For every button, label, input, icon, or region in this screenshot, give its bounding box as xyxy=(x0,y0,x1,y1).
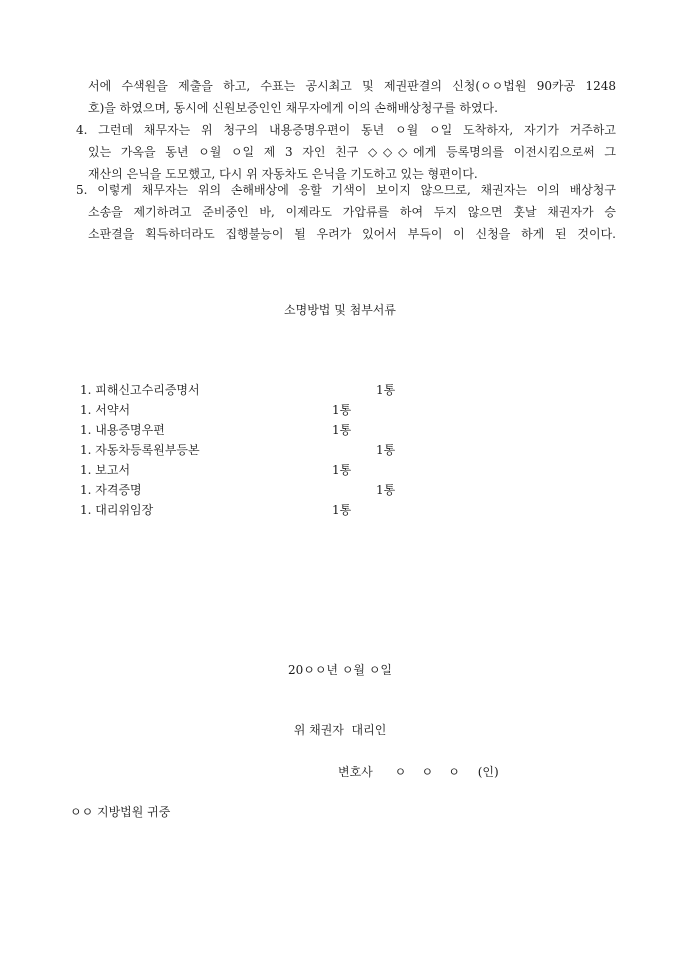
attachment-item-count: 1통 xyxy=(332,403,352,417)
attachment-item-count: 1통 xyxy=(332,423,352,437)
attachment-item-name: 1. 보고서 xyxy=(80,463,131,477)
lawyer-name: ㅇ ㅇ ㅇ xyxy=(394,765,460,779)
attachment-item-name: 1. 자격증명 xyxy=(80,483,142,497)
attachment-item-name: 1. 자동차등록원부등본 xyxy=(80,443,200,457)
paragraph-3-line-1: 서에 수색원을 제출을 하고, 수표는 공시최고 및 제권판결의 신청(ㅇㅇ법원 90카공 1248 xyxy=(88,79,616,93)
attachment-item-name: 1. 대리위임장 xyxy=(80,503,154,517)
lawyer-label: 변호사 xyxy=(338,765,373,779)
attachment-item-name: 1. 피해신고수리증명서 xyxy=(80,383,200,397)
court-addressee: ㅇㅇ 지방법원 귀중 xyxy=(70,805,171,819)
paragraph-4-line-1: 4. 그런데 채무자는 위 청구의 내용증명우편이 동년 ㅇ월 ㅇ일 도착하자, 자기가 거주하고 xyxy=(76,123,616,137)
attachment-item-count: 1통 xyxy=(376,383,396,397)
attachment-item-name: 1. 내용증명우편 xyxy=(80,423,165,437)
paragraph-3-line-2: 호)을 하였으며, 동시에 신원보증인인 채무자에게 이의 손해배상청구를 하였다. xyxy=(88,101,498,115)
attachment-item-name: 1. 서약서 xyxy=(80,403,131,417)
attachment-item-count: 1통 xyxy=(332,503,352,517)
attachment-item-count: 1통 xyxy=(332,463,352,477)
paragraph-5-line-1: 5. 이렇게 채무자는 위의 손해배상에 응할 기색이 보이지 않으므로, 채권자는 이의 배상청구 xyxy=(76,183,616,197)
seal-mark: (인) xyxy=(477,765,499,779)
document-date: 20ㅇㅇ년 ㅇ월 ㅇ일 xyxy=(287,663,393,677)
paragraph-5-line-2: 소송을 제기하려고 준비중인 바, 이제라도 가압류를 하여 두지 않으면 훗날 채권자가 승 xyxy=(88,205,616,219)
paragraph-4-line-2: 있는 가옥을 동년 ㅇ월 ㅇ일 제 3 자인 친구 ◇◇◇에게 등록명의를 이전시킴으로써 그 xyxy=(88,145,616,159)
attachment-item-count: 1통 xyxy=(376,483,396,497)
paragraph-5-line-3: 소판결을 획득하더라도 집행불능이 될 우려가 있어서 부득이 이 신청을 하게 된 것이다. xyxy=(88,227,616,241)
attachment-item-count: 1통 xyxy=(376,443,396,457)
paragraph-4-line-3: 재산의 은닉을 도모했고, 다시 위 자동차도 은닉을 기도하고 있는 형편이다. xyxy=(88,167,478,181)
attachments-heading: 소명방법 및 첨부서류 xyxy=(284,303,396,317)
applicant-line: 위 채권자 대리인 xyxy=(293,723,387,737)
lawyer-signature-line xyxy=(338,764,499,780)
